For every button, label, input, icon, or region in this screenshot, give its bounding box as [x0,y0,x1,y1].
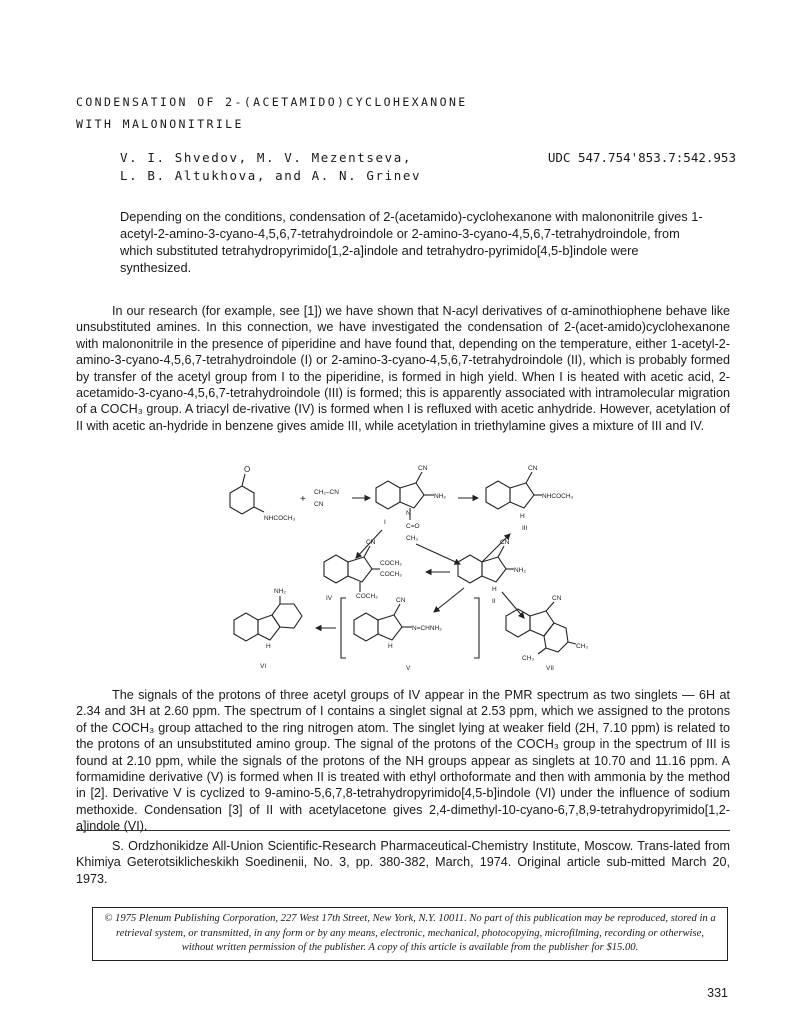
compound-VI-structure [234,596,302,641]
body-paragraph-1: In our research (for example, see [1]) we have shown that N-acyl derivatives of α-aminothiophene behave like unsubstituted amines. In this connection, we have investigated the condensation of 2-(acet-amido)cyclohexanone with malononitrile in the presence of piperidine and have found that, depending on the temperature, either 1-acetyl-2-amino-3-cyano-4,5,6,7-tetrahydroindole (I) or 2-amino-3-cyano-4,5,6,7-tetrahydroindole (II), which is probably formed by transfer of the acetyl group from I to the piperidine, is formed in high yield. When I is heated with acetic acid, 2-acetamido-3-cyano-4,5,6,7-tetrahydroindole (III) is formed; this is apparently associated with intramolecular migration of a COCH₃ group. A triacyl de-rivative (IV) is formed when I is refluxed with acetic anhydride. However, acetylation of II with acetic an-hydride in benzene gives amide III, while acetylation in triethylamine gives a mixture of III and IV. [76,304,730,433]
II-cn-label: CN [500,539,510,546]
V-formamidine-label: N=CHNH₂ [412,625,442,632]
II-nh2-label: NH₂ [514,567,526,574]
body-paragraph-2: The signals of the protons of three acetyl groups of IV appear in the PMR spectrum as two singlets — 6H at 2.34 and 3H at 2.60 ppm. The spectrum of I contains a singlet signal at 2.53 ppm, which we assigned to the protons of the COCH₃ group attached to the ring nitrogen atom. The singlet lying at weaker field (2H, 7.10 ppm) is related to the protons of an unsubstituted amino group. The signal of the protons of the COCH₃ group in the spectrum of III is found at 2.10 ppm, while the signals of the protons of the NH groups appear as singlets at 10.70 and 11.16 ppm. A formamidine derivative (V) is formed when II is treated with ethyl orthoformate and then with ammonia by the method in [2]. Derivative V is cyclized to 9-amino-5,6,7,8-tetrahydropyrimido[4,5-b]indole (VI) under the influence of sodium methoxide. Condensation [3] of II with acetylacetone gives 2,4-dimethyl-10-cyano-6,7,8,9-tetrahydropyrimido[1,2-a]indole (VI). [76,688,730,834]
IV-coch3-label-b: COCH₃ [380,571,402,578]
IV-coch3-label-a: COCH₃ [380,560,402,567]
III-nhcoch3-label: NHCOCH₃ [542,493,574,500]
compound-III-structure [486,472,542,509]
I-co-label: C=O [406,523,420,530]
III-h-label: H [520,513,525,520]
authors-line1: V. I. Shvedov, M. V. Mezentseva, [120,150,413,165]
I-nh2-label: NH₂ [434,493,446,500]
IV-cn-label: CN [366,539,376,546]
paper-title-line2: WITH MALONONITRILE [76,117,244,131]
V-h-label: H [388,643,393,650]
ketone-nhcoch3-label: NHCOCH₃ [264,515,296,522]
affiliation-footnote: S. Ordzhonikidze All-Union Scientific-Research Pharmaceutical-Chemistry Institute, Moscow. Trans-lated from Khimiya Geterotsiklicheskikh Soedinenii, No. 3, pp. 380-382, March, 1974. Original article sub-mitted March 20, 1973. [76,839,730,886]
reaction-scheme [220,458,600,680]
compound-label-III: III [522,525,528,532]
IV-coch3-label-c: COCH₃ [356,593,378,600]
compound-label-I: I [384,519,386,526]
ketone-structure [230,474,264,514]
compound-II-structure [458,546,514,583]
I-n-label: N [406,510,411,517]
compound-label-IV: IV [326,595,333,602]
compound-I-structure [376,472,434,520]
compound-label-II: II [492,598,496,605]
plus-sign: + [300,494,306,505]
I-ch3-label: CH₃ [406,535,419,542]
VI-h-label: H [266,643,271,650]
copyright-notice: © 1975 Plenum Publishing Corporation, 227 West 17th Street, New York, N.Y. 10011. No part of this publication may be reproduced, stored in a retrieval system, or transmitted, in any form or by any means, electronic, mechanical, photocopying, microfilming, recording or otherwise, without written permission of the publisher. A copy of this article is available from the publisher for $15.00. [92,907,728,961]
V-cn-label: CN [396,597,406,604]
udc-code: UDC 547.754'853.7:542.953 [547,150,736,165]
I-cn-label: CN [418,465,428,472]
compound-label-VII: VII [546,665,554,672]
compound-V-structure [341,598,479,658]
VII-ch3-label-a: CH₃ [576,643,589,650]
paper-title-line1: CONDENSATION OF 2-(ACETAMIDO)CYCLOHEXANONE [76,95,468,109]
abstract: Depending on the conditions, condensation of 2-(acetamido)-cyclohexanone with malononitrile gives 1-acetyl-2-amino-3-cyano-4,5,6,7-tetrahydroindole or 2-amino-3-cyano-4,5,6,7-tetrahydroindole, from which substituted tetrahydropyrimido[1,2-a]indole and tetrahydro-pyrimido[4,5-b]indole were synthesized. [120,209,703,275]
compound-label-V: V [406,665,411,672]
authors-line2: L. B. Altukhova, and A. N. Grinev [120,168,422,183]
arrow-I-to-II [416,544,460,564]
compound-VII-structure [506,602,576,654]
arrow-II-to-VII [502,592,524,618]
VII-ch3-label-b: CH₃ [522,655,535,662]
page-number: 331 [707,986,728,1000]
ketone-oxygen-label: O [244,465,251,474]
malononitrile-label: CH₂–CN [314,489,339,496]
footnote-divider [76,830,730,831]
arrow-II-to-V [434,588,464,612]
VI-nh2-label: NH₂ [274,588,286,595]
compound-label-VI: VI [260,663,267,670]
III-cn-label: CN [528,465,538,472]
VII-cn-label: CN [552,595,562,602]
malononitrile-cn-label: CN [314,501,324,508]
II-h-label: H [492,586,497,593]
compound-IV-structure [324,546,380,592]
